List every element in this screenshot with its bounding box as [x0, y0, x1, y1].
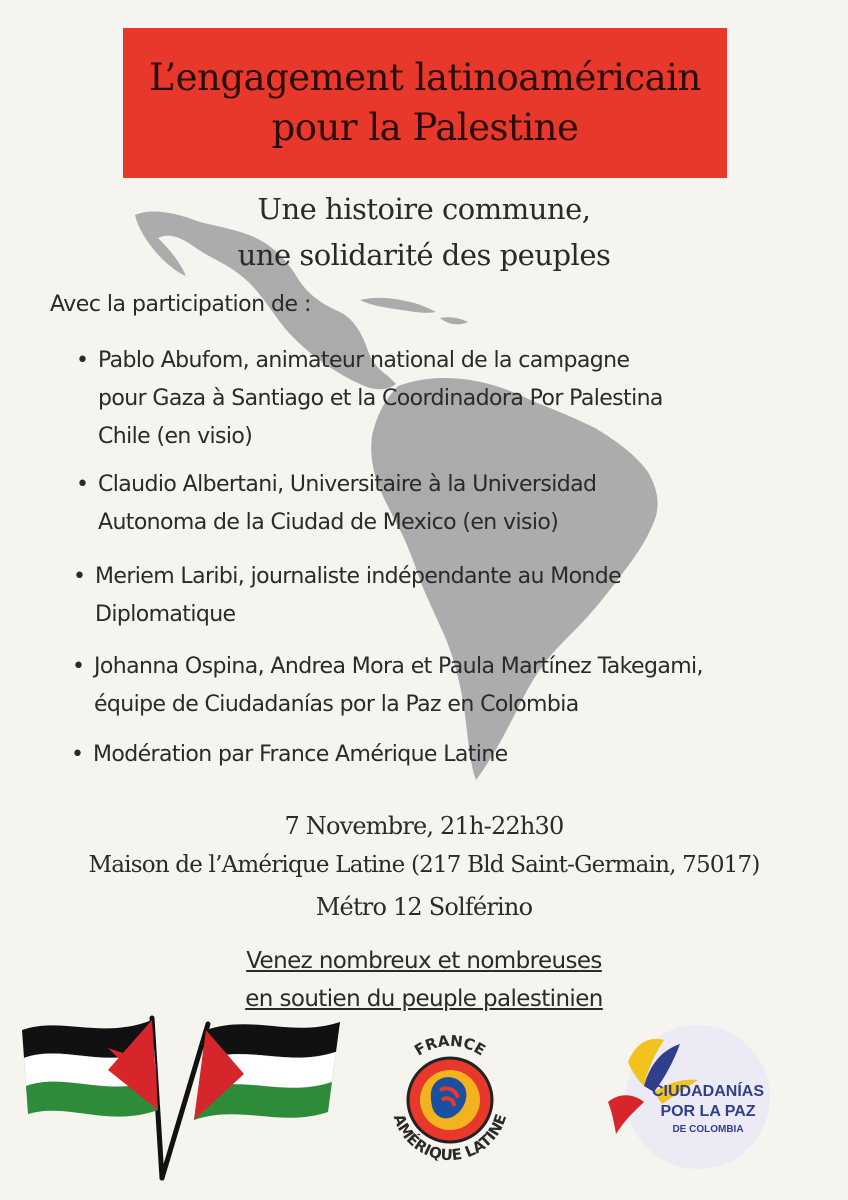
subtitle-line-1: Une histoire commune,	[257, 192, 591, 226]
list-item	[71, 736, 508, 774]
logo-text-bottom: AMÉRIQUE LATINE	[389, 1111, 511, 1165]
speaker-line: équipe de Ciudadanías por la Paz en Colombia	[94, 692, 579, 717]
bullet: •	[73, 564, 86, 589]
call-to-action-line-2: en soutien du peuple palestinien	[245, 986, 603, 1012]
bullet: •	[76, 472, 89, 497]
ciudadanias-por-la-paz-logo	[598, 1022, 773, 1172]
logo-text-top: FRANCE	[411, 1031, 489, 1060]
list-item	[76, 466, 596, 542]
speaker-line: Autonoma de la Ciudad de Mexico (en visio)	[98, 510, 559, 535]
participants-intro: Avec la participation de :	[50, 292, 311, 317]
speaker-line: Johanna Ospina, Andrea Mora et Paula Martínez Takegami,	[94, 654, 703, 679]
bullet: •	[76, 348, 89, 373]
subtitle-line-2: une solidarité des peuples	[237, 238, 611, 272]
logo-line-2: POR LA PAZ	[660, 1103, 756, 1120]
call-to-action-line-1: Venez nombreux et nombreuses	[246, 948, 602, 974]
list-item	[73, 558, 621, 634]
event-venue: Maison de l’Amérique Latine (217 Bld Saint-Germain, 75017)	[88, 852, 760, 878]
france-amerique-latine-logo	[378, 1030, 523, 1170]
speaker-line: Chile (en visio)	[98, 424, 253, 449]
logo-line-1: CIUDADANÍAS	[652, 1083, 764, 1100]
speaker-line: Meriem Laribi, journaliste indépendante au Monde	[95, 564, 622, 589]
speaker-line: pour Gaza à Santiago et la Coordinadora Por Palestina	[98, 386, 663, 411]
title-line-1: L’engagement latinoaméricain	[149, 56, 701, 99]
bullet: •	[71, 742, 84, 767]
list-item	[76, 342, 663, 456]
speaker-line: Claudio Albertani, Universitaire à la Universidad	[98, 472, 597, 497]
list-item	[72, 648, 703, 724]
speaker-line: Pablo Abufom, animateur national de la campagne	[98, 348, 630, 373]
speaker-line: Modération par France Amérique Latine	[93, 742, 508, 767]
palestine-flags-icon	[22, 1010, 352, 1185]
speaker-line: Diplomatique	[95, 602, 236, 627]
event-date: 7 Novembre, 21h-22h30	[284, 812, 564, 840]
logo-line-3: DE COLOMBIA	[672, 1124, 744, 1135]
title-line-2: pour la Palestine	[271, 106, 579, 149]
title-banner	[123, 28, 727, 178]
event-metro: Métro 12 Solférino	[315, 893, 533, 921]
bullet: •	[72, 654, 85, 679]
